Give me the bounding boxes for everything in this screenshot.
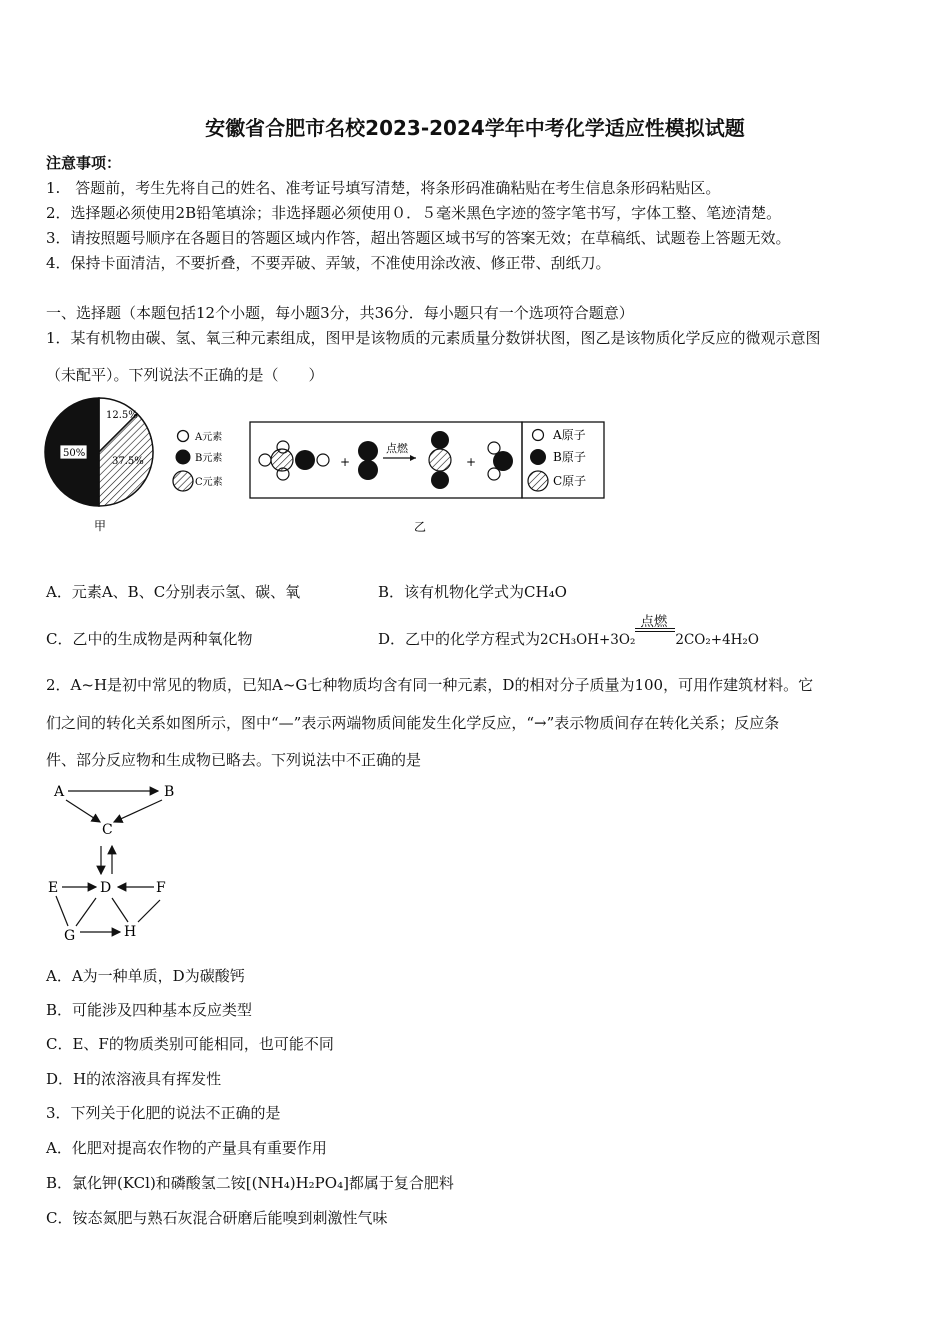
plus-sign-1: + [340, 455, 351, 469]
legend-yi [528, 428, 586, 491]
equation-left: 2CH₃OH+3O₂ [540, 632, 636, 648]
q2-option-a[interactable]: A．A为一种单质，D为碳酸钙 [46, 967, 245, 985]
reaction-condition: 点燃 [386, 442, 408, 455]
pie-chart [45, 398, 153, 506]
q1-option-c[interactable]: C．乙中的生成物是两种氧化物 [46, 630, 253, 648]
legend-b-atom: B原子 [553, 450, 586, 464]
water-molecule [488, 442, 513, 480]
notice-item-2: 2．选择题必须使用2B铅笔填涂；非选择题必须使用０．５毫米黑色字迹的签字笔书写，字体工整、笔迹清楚。 [46, 204, 782, 222]
carbon-dioxide-molecule [429, 431, 451, 489]
q2-relation-diagram [44, 776, 184, 948]
caption-yi: 乙 [414, 520, 427, 534]
q2-option-b[interactable]: B．可能涉及四种基本反应类型 [46, 1001, 253, 1019]
q2-option-c[interactable]: C．E、F的物质类别可能相同，也可能不同 [46, 1035, 334, 1053]
notice-item-4: 4．保持卡面清洁，不要折叠，不要弄破、弄皱，不准使用涂改液、修正带、刮纸刀。 [46, 254, 611, 272]
pie-label-a: 12.5% [106, 410, 138, 421]
node-c: C [102, 822, 113, 838]
equation-condition: 点燃 [640, 614, 668, 630]
q1-option-b[interactable]: B．该有机物化学式为CH₄O [378, 583, 567, 601]
legend-a-element: A元素 [195, 432, 223, 443]
legend-c-atom: C原子 [553, 474, 587, 488]
q1-stem-line2: （未配平）。下列说法不正确的是（ ） [46, 366, 324, 384]
q1-figure-yi [248, 418, 608, 538]
q3-stem: 3．下列关于化肥的说法不正确的是 [46, 1104, 281, 1122]
legend-a-atom: A原子 [553, 428, 586, 442]
q1-figure-jia [44, 396, 244, 536]
node-f: F [156, 880, 166, 896]
node-b: B [164, 784, 175, 800]
notice-item-3: 3．请按照题号顺序在各题目的答题区域内作答，超出答题区域书写的答案无效；在草稿纸、试题卷上答题无效。 [46, 229, 791, 247]
equation-condition-arrow [635, 614, 675, 644]
node-a: A [54, 784, 65, 800]
node-d: D [100, 880, 112, 896]
legend-jia [173, 430, 223, 491]
pie-label-c: 37.5% [112, 456, 144, 467]
q2-stem-line2: 们之间的转化关系如图所示，图中“—”表示两端物质间能发生化学反应，“→”表示物质间存在转化关系；反应条 [46, 714, 780, 732]
q3-option-b[interactable]: B．氯化钾(KCl)和磷酸氢二铵[(NH₄)H₂PO₄]都属于复合肥料 [46, 1174, 454, 1192]
caption-jia: 甲 [94, 519, 107, 533]
legend-c-element: C元素 [195, 477, 223, 488]
notice-item-1: 1. 答题前，考生先将自己的姓名、准考证号填写清楚，将条形码准确粘贴在考生信息条形码粘贴区。 [46, 179, 721, 197]
methanol-molecule [259, 441, 329, 480]
node-h: H [124, 924, 137, 940]
legend-b-element: B元素 [195, 453, 223, 464]
q1-option-d[interactable] [378, 614, 759, 649]
q2-stem-line1: 2．A~H是初中常见的物质，已知A~G七种物质均含有同一种元素，D的相对分子质量为100，可用作建筑材料。它 [46, 676, 814, 694]
q3-option-c[interactable]: C．铵态氮肥与熟石灰混合研磨后能嗅到刺激性气味 [46, 1209, 388, 1227]
plus-sign-2: + [466, 455, 477, 469]
section-heading: 一、选择题（本题包括12个小题，每小题3分，共36分．每小题只有一个选项符合题意） [46, 304, 634, 322]
q1-stem-line1: 1．某有机物由碳、氢、氧三种元素组成，图甲是该物质的元素质量分数饼状图，图乙是该物质化学反应的微观示意图 [46, 329, 821, 347]
q3-option-a[interactable]: A．化肥对提高农作物的产量具有重要作用 [46, 1139, 327, 1157]
node-e: E [48, 880, 59, 896]
pie-label-b: 50% [63, 448, 86, 459]
oxygen-molecule [358, 441, 378, 480]
node-g: G [64, 928, 76, 944]
equation-right: 2CO₂+4H₂O [675, 632, 759, 648]
q1-option-a[interactable]: A．元素A、B、C分别表示氢、碳、氧 [46, 583, 301, 601]
q2-option-d[interactable]: D．H的浓溶液具有挥发性 [46, 1070, 222, 1088]
q2-stem-line3: 件、部分反应物和生成物已略去。下列说法中不正确的是 [46, 751, 422, 769]
notice-heading: 注意事项： [46, 154, 122, 172]
page-title: 安徽省合肥市名校2023-2024学年中考化学适应性模拟试题 [205, 116, 745, 140]
q1-option-d-prefix: D．乙中的化学方程式为 [378, 630, 541, 648]
